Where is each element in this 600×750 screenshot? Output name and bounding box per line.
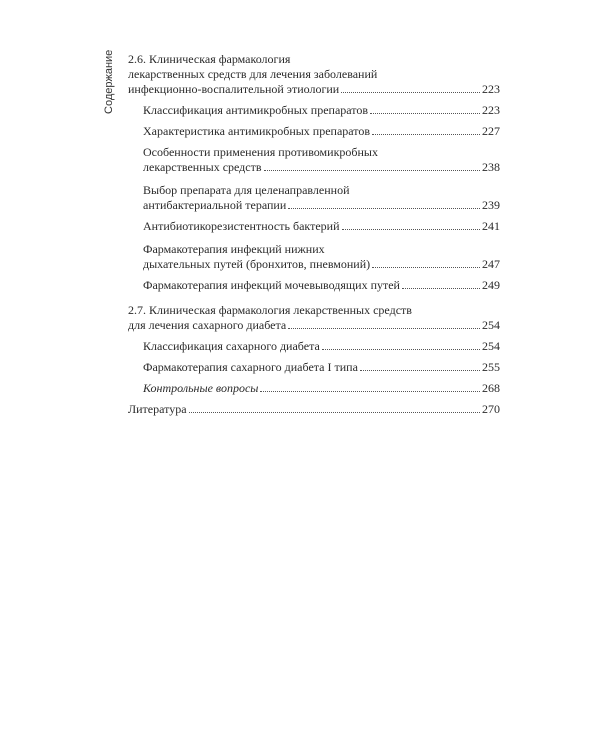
toc-entry-title: для лечения сахарного диабета	[128, 318, 287, 332]
running-header-contents: Содержание	[103, 49, 115, 114]
toc-entry-title: Характеристика антимикробных препаратов	[143, 124, 371, 138]
page-number: 268	[482, 381, 500, 395]
toc-entry-title: Контрольные вопросы	[143, 381, 259, 395]
dot-leader	[341, 92, 480, 93]
dot-leader	[342, 229, 481, 230]
toc-entry-resistance[interactable]	[128, 219, 500, 234]
toc-entry-urinary[interactable]	[128, 278, 500, 293]
page-number: 254	[482, 339, 500, 353]
toc-entry-characteristics[interactable]	[128, 124, 500, 139]
page-number: 254	[482, 318, 500, 332]
toc-entry-drug-choice[interactable]	[128, 183, 500, 213]
toc-entry-respiratory[interactable]	[128, 242, 500, 272]
toc-entry-section-2-7[interactable]	[128, 303, 500, 333]
dot-leader	[264, 170, 480, 171]
toc-entry-title: дыхательных путей (бронхитов, пневмоний)	[143, 257, 371, 271]
page-number: 270	[482, 402, 500, 416]
toc-entry-title: лекарственных средств	[143, 160, 262, 174]
table-of-contents	[128, 52, 500, 417]
dot-leader	[288, 208, 480, 209]
toc-entry-line: 2.7. Клиническая фармакология лекарственных средств	[128, 303, 412, 317]
dot-leader	[260, 391, 480, 392]
toc-entry-line: 2.6. Клиническая фармакология	[128, 52, 291, 66]
toc-entry-control-questions[interactable]	[128, 381, 500, 396]
toc-entry-line: Фармакотерапия инфекций нижних	[143, 242, 325, 256]
toc-entry-title: Классификация антимикробных препаратов	[143, 103, 369, 117]
dot-leader	[189, 412, 480, 413]
toc-entry-application-features[interactable]	[128, 145, 500, 175]
toc-entry-title: Фармакотерапия инфекций мочевыводящих путей	[143, 278, 400, 292]
page-number: 227	[482, 124, 500, 138]
page-number: 249	[482, 278, 500, 292]
page-number: 247	[482, 257, 500, 271]
toc-entry-section-2-6[interactable]	[128, 52, 500, 97]
toc-entry-title: инфекционно-воспалительной этиологии	[128, 82, 340, 96]
dot-leader	[360, 370, 480, 371]
toc-entry-title: Фармакотерапия сахарного диабета I типа	[143, 360, 358, 374]
page-number: 239	[482, 198, 500, 212]
toc-entry-diabetes-classification[interactable]	[128, 339, 500, 354]
dot-leader	[402, 288, 480, 289]
toc-entry-line: Выбор препарата для целенаправленной	[143, 183, 350, 197]
page-number: 241	[482, 219, 500, 233]
dot-leader	[322, 349, 480, 350]
toc-entry-title: Классификация сахарного диабета	[143, 339, 320, 353]
dot-leader	[370, 113, 480, 114]
dot-leader	[372, 134, 480, 135]
dot-leader	[288, 328, 480, 329]
page-number: 223	[482, 103, 500, 117]
toc-entry-literature[interactable]	[128, 402, 500, 417]
page-number: 223	[482, 82, 500, 96]
toc-entry-diabetes-type1[interactable]	[128, 360, 500, 375]
toc-entry-title: Антибиотикорезистентность бактерий	[143, 219, 340, 233]
toc-entry-title: Литература	[128, 402, 187, 416]
page-number: 238	[482, 160, 500, 174]
toc-entry-line: лекарственных средств для лечения заболеваний	[128, 67, 378, 81]
page-number: 255	[482, 360, 500, 374]
toc-entry-line: Особенности применения противомикробных	[143, 145, 378, 159]
dot-leader	[372, 267, 480, 268]
toc-entry-title: антибактериальной терапии	[143, 198, 287, 212]
toc-entry-classification[interactable]	[128, 103, 500, 118]
